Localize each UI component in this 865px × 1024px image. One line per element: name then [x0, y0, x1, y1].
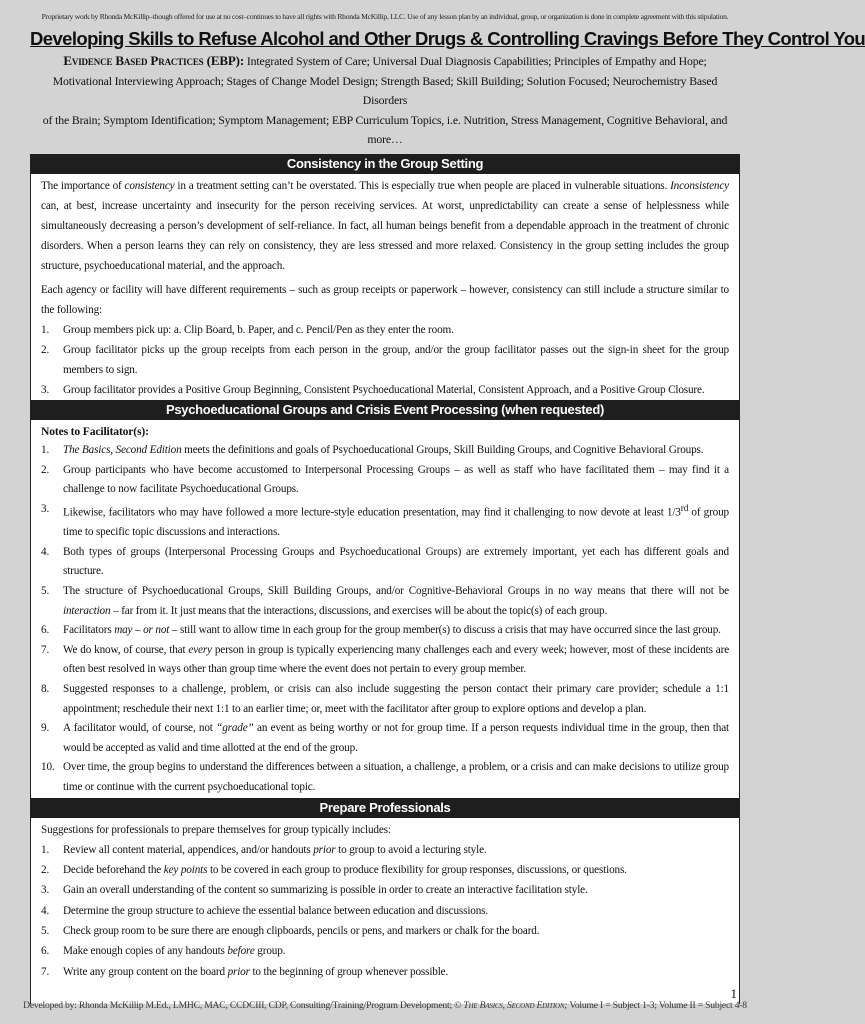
list-text: A facilitator would, of course, not	[63, 722, 217, 735]
section-prepare-professionals	[31, 818, 739, 982]
list-number: 6.	[41, 945, 50, 958]
list-text: to be covered in each group to produce flexibility for group responses, discussions, or questions.	[207, 864, 627, 877]
list-item	[41, 641, 729, 680]
list-number: 5.	[41, 584, 50, 597]
list-text: meets the definitions and goals of Psychoeducational Groups, Skill Building Groups, and Cognitive Behavioral Groups.	[181, 444, 704, 457]
list-number: 3.	[41, 502, 50, 515]
list-number: 7.	[41, 965, 50, 978]
list-text: group.	[254, 945, 286, 958]
emphasis: may – or not	[114, 624, 170, 637]
list-item	[41, 340, 729, 380]
list-number: 2.	[41, 463, 50, 476]
list-text: Group members pick up: a. Clip Board, b. Paper, and c. Pencil/Pen as they enter the room.	[63, 323, 454, 336]
list-item	[41, 680, 729, 719]
list-item	[41, 500, 729, 543]
emphasis: every	[188, 643, 212, 656]
text: in a treatment setting can’t be overstated. This is especially true when people are placed in vulnerable situations.	[174, 179, 671, 192]
ebp-label: Evidence Based Practices (EBP):	[63, 53, 245, 68]
list-text: Group facilitator picks up the group receipts from each person in the group, and/or the group facilitator passes out the sign-in sheet for the group members to sign.	[63, 343, 729, 376]
list-number: 9.	[41, 722, 50, 735]
ebp-line-1: Integrated System of Care; Universal Dual Diagnosis Capabilities; Principles of Empathy and Hope;	[246, 54, 707, 68]
emphasis: key points	[163, 864, 208, 877]
text: The importance of	[41, 179, 125, 192]
list-text: We do know, of course, that	[63, 643, 189, 656]
list-number: 1.	[41, 323, 50, 336]
prepare-list	[41, 840, 729, 982]
list-item	[41, 461, 729, 500]
list-text: Determine the group structure to achieve the essential balance between education and discussions.	[63, 904, 489, 917]
list-number: 6.	[41, 624, 50, 637]
list-text: Write any group content on the board	[63, 965, 228, 978]
list-text: Facilitators	[63, 624, 115, 637]
ebp-line-3: of the Brain; Symptom Identification; Symptom Management; EBP Curriculum Topics, i.e. Nutrition, Stress Management, Cognitive Behavioral, and more…	[42, 112, 728, 146]
footer-text: Volume I = Subject 1-3; Volume II = Subject 4-8	[567, 1000, 747, 1011]
list-text: Group facilitator provides a Positive Group Beginning, Consistent Psychoeducational Material, Consistent Approach, and a Positive Group Closure.	[63, 383, 705, 396]
notes-list	[41, 441, 729, 797]
list-number: 1.	[41, 444, 50, 457]
list-number: 8.	[41, 682, 50, 695]
list-item	[41, 941, 729, 961]
section-heading-psychoeducational: Psychoeducational Groups and Crisis Event Processing (when requested)	[31, 400, 739, 420]
list-text: Check group room to be sure there are enough clipboards, pencils or pens, and markers or chalk for the board.	[63, 925, 540, 937]
list-number: 3.	[41, 884, 50, 897]
list-text: Review all content material, appendices, and/or handouts	[63, 843, 314, 856]
list-item	[41, 582, 729, 621]
structure-list	[41, 320, 729, 400]
copyright-notice: Proprietary work by Rhonda McKillip–though offered for use at no cost–continues to have all rights with Rhonda McKillip, LLC. Use of any lesson plan by an individual, group, or organization is done in complete agreement with this stipulation.	[41, 12, 729, 21]
list-item	[41, 320, 729, 340]
section-heading-consistency: Consistency in the Group Setting	[31, 154, 739, 174]
list-text: to the beginning of group whenever possible.	[249, 965, 449, 978]
list-item	[41, 758, 729, 797]
section-consistency	[31, 174, 739, 400]
emphasis: before	[227, 945, 255, 958]
list-text: Decide beforehand the	[63, 864, 164, 877]
list-item	[41, 901, 729, 921]
list-text: – still want to allow time in each group for the group member(s) to discuss a crisis that may have occurred since the last group.	[169, 624, 721, 637]
footer-text: Developed by: Rhonda McKillip M.Ed., LMHC, MAC, CCDCIII, CDP, Consulting/Training/Program Development; ©	[23, 1000, 464, 1011]
emphasis: interaction	[63, 604, 111, 617]
list-text: Group participants who have become accustomed to Interpersonal Processing Groups – as well as staff who have facilitated them – may find it a challenge to now facilitate Psychoeducational Groups.	[63, 463, 729, 496]
list-item	[41, 719, 729, 758]
page-number: 1	[730, 985, 737, 1001]
emphasis: prior	[227, 965, 250, 978]
list-number: 4.	[41, 904, 50, 917]
superscript: rd	[680, 503, 689, 514]
list-text: – far from it. It just means that the interactions, discussions, and exercises will be about the topic(s) of each group.	[110, 604, 608, 617]
list-item	[41, 860, 729, 880]
footer-emphasis: The Basics, Second Edition;	[463, 1000, 568, 1011]
list-number: 4.	[41, 545, 50, 558]
paragraph: Each agency or facility will have different requirements – such as group receipts or paperwork – however, consistency can still include a structure similar to the following:	[41, 283, 729, 316]
list-item	[41, 543, 729, 582]
list-item	[41, 380, 729, 400]
list-text: Gain an overall understanding of the content so summarizing is possible in order to create an interactive facilitation style.	[63, 884, 588, 897]
emphasis: “grade”	[216, 722, 254, 735]
list-number: 5.	[41, 925, 50, 937]
emphasis: consistency	[124, 179, 175, 192]
document-title: Developing Skills to Refuse Alcohol and Other Drugs & Controlling Cravings Before They Control You	[30, 28, 865, 49]
list-item	[41, 880, 729, 900]
text: can, at best, increase uncertainty and insecurity for the person receiving services. At worst, unpredictability can create a sense of helplessness while simultaneously decreasing a person’s development of self-reliance. In fact, all human beings benefit from a dependable approach in the treatment of chronic disorders. When a person learns they can rely on consistency, they are less stressed and more relaxed. Consistency in the group setting includes the group structure, psychoeducational material, and the approach.	[41, 199, 729, 272]
list-number: 10.	[41, 761, 55, 774]
list-text: to group to avoid a lecturing style.	[335, 843, 487, 856]
list-text: Likewise, facilitators who may have followed a more lecture-style education presentation, may find it challenging to now devote at least 1/3	[63, 506, 681, 519]
content-box	[30, 154, 740, 1004]
list-item	[41, 840, 729, 860]
list-text: person in group is typically experiencing many challenges each and every week; however, most of these incidents are often best resolved in ways other than group time where the event does not pertain to every group member.	[63, 643, 730, 676]
list-item	[41, 441, 729, 461]
page-footer	[0, 1000, 770, 1011]
list-text: Make enough copies of any handouts	[63, 945, 228, 958]
list-number: 7.	[41, 643, 50, 656]
paragraph	[41, 176, 729, 276]
list-text: Suggested responses to a challenge, problem, or crisis can also include suggesting the person contact their primary care provider; schedule a 1:1 appointment; reschedule their next 1:1 to an earlier time; or, meet with the facilitator after group to explore options and develop a plan.	[63, 682, 729, 715]
list-text: Over time, the group begins to understand the differences between a situation, a challenge, a problem, or a crisis and can make decisions to utilize group time or continue with the current psychoeducational topic.	[63, 761, 729, 793]
list-text: Both types of groups (Interpersonal Processing Groups and Psychoeducational Groups) are extremely important, yet each has different goals and structure.	[63, 545, 729, 578]
ebp-summary	[30, 51, 740, 150]
list-number: 1.	[41, 843, 50, 856]
list-item	[41, 921, 729, 941]
notes-title: Notes to Facilitator(s):	[41, 424, 149, 438]
list-number: 2.	[41, 864, 50, 877]
section-heading-prepare-professionals: Prepare Professionals	[31, 798, 739, 818]
list-item	[41, 621, 729, 641]
section-psychoeducational	[31, 420, 739, 798]
emphasis: Inconsistency	[670, 179, 729, 192]
list-number: 3.	[41, 383, 50, 396]
emphasis: The Basics, Second Edition	[63, 444, 182, 457]
list-item	[41, 962, 729, 982]
list-number: 2.	[41, 343, 50, 356]
section-intro: Suggestions for professionals to prepare themselves for group typically includes:	[41, 823, 391, 836]
ebp-line-2: Motivational Interviewing Approach; Stages of Change Model Design; Strength Based; Skill Building; Solution Focused; Neurochemistry Based Disorders	[52, 73, 718, 107]
list-text: The structure of Psychoeducational Groups, Skill Building Groups, and/or Cognitive-Behavioral Groups in no way means that there will not be	[63, 584, 729, 597]
list-text: an event as being worthy or not for group time. If a person requests individual time in the group, then that would be accepted as valid and time allotted at the end of the group.	[63, 722, 729, 754]
emphasis: prior	[313, 843, 336, 856]
list-text: of group time to specific topic discussions and interactions.	[63, 506, 730, 539]
